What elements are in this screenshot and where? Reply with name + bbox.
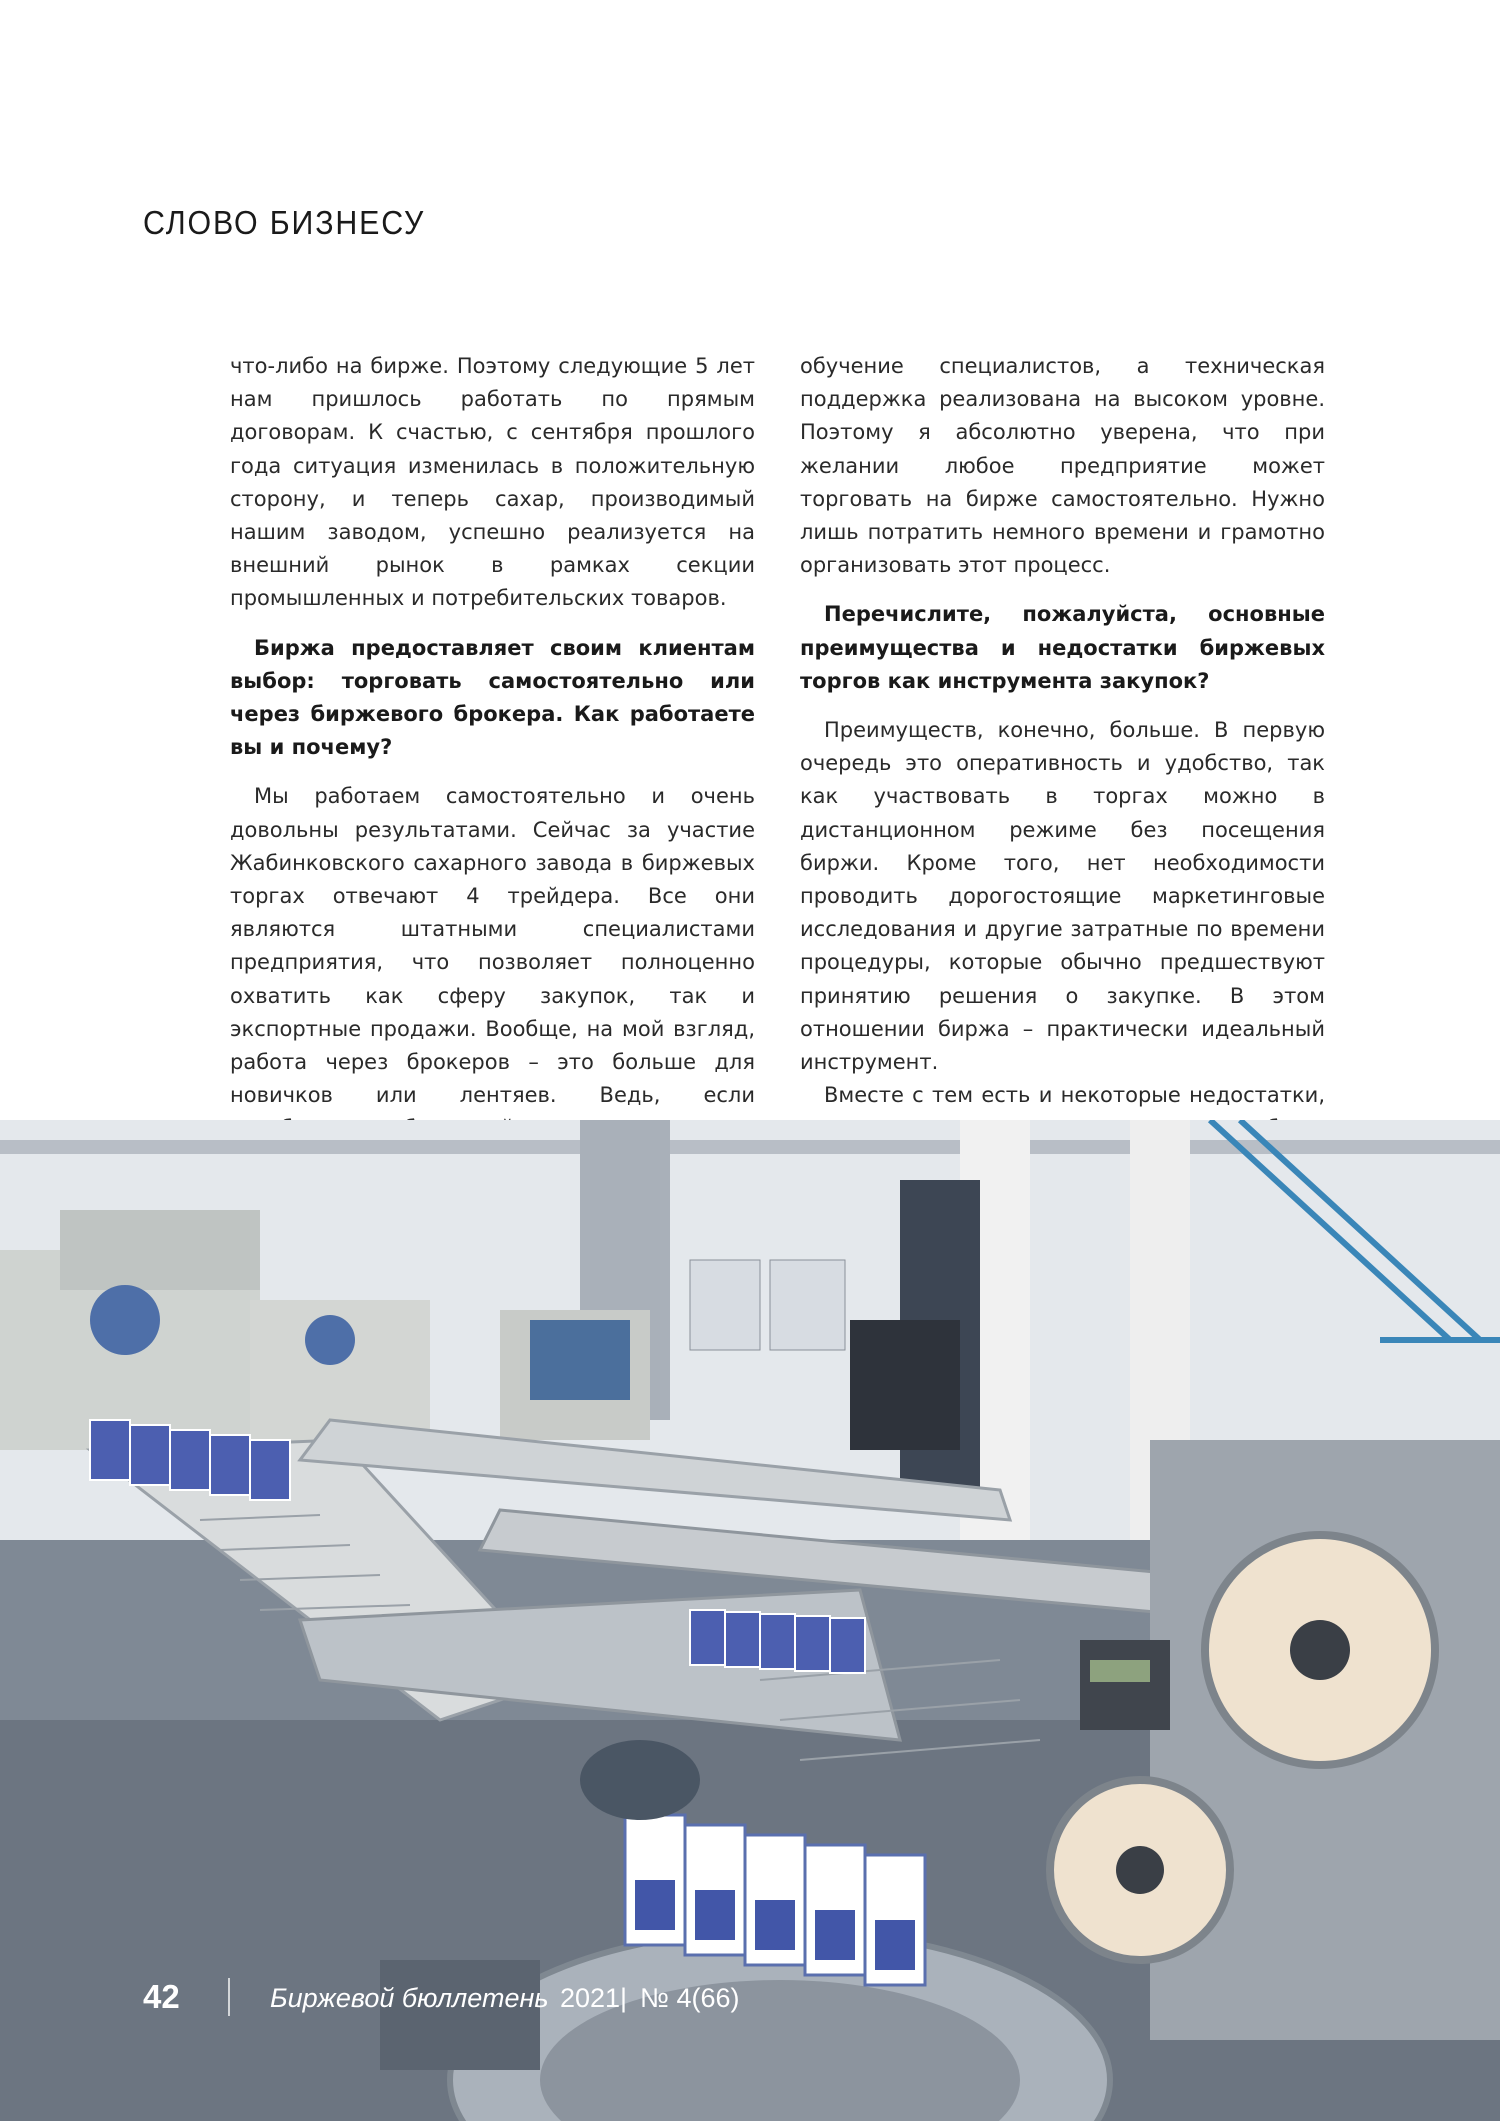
issue-number: № 4(66) [640,1983,740,2013]
page-number: 42 [143,1978,180,2015]
magazine-title: Биржевой бюллетень [270,1983,549,2013]
paragraph: что-либо на бирже. Поэтому следующие 5 лет нам пришлось работать по прямым договорам. К счастью, с сентября прошлого года ситуация изменилась в положительную сторону, и теперь сахар, производимый нашим заводом, успешно реализуется на внешний рынок в рамках секции промышленных и потребительских товаров. [230,354,755,611]
article-column-left [230,350,755,1220]
interview-question: Биржа предоставляет своим клиентам выбор: торговать самостоятельно или через биржевого брокера. Как работаете вы и почему? [230,635,755,760]
factory-illustration [0,1120,1500,2121]
paragraph: обучение специалистов, а техническая поддержка реализована на высоком уровне. Поэтому я абсолютно уверена, что при желании любое предприятие может торговать на бирже самостоятельно. Нужно лишь потратить немного времени и грамотно организовать этот процесс. [800,354,1325,578]
paragraph: Вместе с тем есть и некоторые недостатки, [824,1083,1325,1108]
section-title: СЛОВО БИЗНЕСУ [143,204,426,241]
page-footer [0,1978,1500,2028]
paragraph: Мы работаем самостоятельно и очень довольны результатами. Сейчас за участие Жабинковского сахарного завода в биржевых торгах отвечают 4 трейдера. Все они являются штатными специалистами предприятия, что позволяет полноценно охватить как сферу закупок, так и экспортные продажи. Вообще, на мой взгляд, работа через брокеров – это больше для новичков или лентяев. Ведь, если [230,784,755,1108]
factory-photo [0,1120,1500,2121]
paragraph: Преимуществ, конечно, больше. В первую очередь это оперативность и удобство, так как участвовать в торгах можно в дистанционном режиме без посещения биржи. Кроме того, нет необходимости проводить дорогостоящие маркетинговые исследования и другие затратные по времени процедуры, которые обычно предшествуют принятию решения о закупке. В этом отношении биржа – практически идеальный инструмент. [800,718,1325,1075]
issue-year: 2021 [560,1983,621,2013]
interview-question: Перечислите, пожалуйста, основные преимущества и недостатки биржевых торгов как инструмента закупок? [800,602,1325,693]
article-column-right [800,350,1325,1187]
footer-divider [228,1978,230,2016]
issue-separator: | [620,1983,628,2013]
